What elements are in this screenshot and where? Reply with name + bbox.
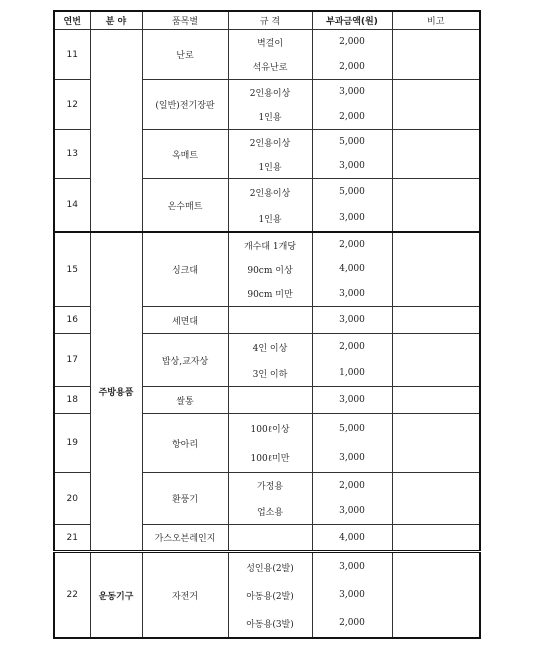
note-cell — [392, 307, 480, 334]
row-number: 18 — [54, 387, 90, 414]
note-cell — [392, 80, 480, 130]
fee-value: 3,000 — [339, 213, 365, 223]
spec-value: 아동용(3발) — [246, 619, 294, 630]
note-cell — [392, 473, 480, 525]
row-number: 16 — [54, 307, 90, 334]
fee-table — [53, 10, 481, 639]
spec-value: 아동용(2발) — [246, 591, 294, 602]
row-number: 21 — [54, 525, 90, 552]
fee-value: 3,000 — [339, 288, 365, 299]
spec-value: 4인 이상 — [252, 343, 288, 354]
category-cell: 운동기구 — [90, 552, 142, 639]
item-name: 밥상,교자상 — [142, 334, 228, 387]
fee-value: 2,000 — [339, 111, 365, 122]
item-name: 싱크대 — [142, 232, 228, 307]
spec-value: 성인용(2발) — [246, 563, 294, 574]
item-name: 항아리 — [142, 414, 228, 473]
fee-value: 3,000 — [312, 307, 392, 334]
category-cell: 주방용품 — [90, 232, 142, 552]
item-name: 온수매트 — [142, 179, 228, 233]
note-cell — [392, 30, 480, 80]
spec-value: 벽걸이 — [256, 38, 284, 49]
row-number: 15 — [54, 232, 90, 307]
table-row — [54, 232, 480, 307]
table-row — [54, 552, 480, 639]
item-name: 자전거 — [142, 552, 228, 639]
spec-value: 업소용 — [256, 507, 284, 518]
spec-value — [228, 387, 312, 414]
fee-value: 2,000 — [339, 61, 365, 72]
spec-value: 2인용이상 — [249, 138, 291, 149]
fee-value: 3,000 — [339, 161, 365, 171]
header-item: 품목별 — [142, 11, 228, 30]
row-number: 20 — [54, 473, 90, 525]
item-name: 난로 — [142, 30, 228, 80]
row-number: 22 — [54, 552, 90, 639]
row-number: 14 — [54, 179, 90, 233]
item-name: 세면대 — [142, 307, 228, 334]
fee-value: 3,000 — [312, 387, 392, 414]
spec-value: 90cm 이상 — [247, 265, 293, 276]
fee-value: 3,000 — [339, 506, 365, 517]
spec-value: 100ℓ미만 — [250, 454, 290, 464]
category-cell — [90, 30, 142, 233]
spec-value: 2인용이상 — [249, 88, 291, 99]
header-row — [54, 11, 480, 30]
note-cell — [392, 334, 480, 387]
item-name: 옥매트 — [142, 130, 228, 179]
row-number: 19 — [54, 414, 90, 473]
fee-value: 1,000 — [339, 368, 365, 378]
table-row — [54, 30, 480, 80]
header-no: 연번 — [54, 11, 90, 30]
note-cell — [392, 179, 480, 233]
fee-value: 5,000 — [339, 137, 365, 147]
header-spec: 규 격 — [228, 11, 312, 30]
note-cell — [392, 130, 480, 179]
fee-value: 3,000 — [339, 87, 365, 98]
fee-value: 3,000 — [339, 452, 365, 463]
fee-value: 2,000 — [339, 618, 365, 628]
row-number: 17 — [54, 334, 90, 387]
spec-value — [228, 307, 312, 334]
spec-value: 가정용 — [256, 482, 284, 493]
fee-value: 5,000 — [339, 187, 365, 197]
spec-value: 90cm 미만 — [247, 290, 293, 301]
item-name: 가스오븐레인지 — [142, 525, 228, 552]
note-cell — [392, 552, 480, 639]
row-number: 13 — [54, 130, 90, 179]
spec-value: 석유난로 — [252, 63, 288, 74]
note-cell — [392, 387, 480, 414]
fee-value: 4,000 — [312, 525, 392, 552]
row-number: 11 — [54, 30, 90, 80]
fee-value: 3,000 — [339, 562, 365, 572]
spec-value: 3인 이하 — [252, 369, 288, 380]
note-cell — [392, 525, 480, 552]
header-category: 분 야 — [90, 11, 142, 30]
item-name: (일반)전기장판 — [142, 80, 228, 130]
spec-value — [228, 525, 312, 552]
fee-value: 2,000 — [339, 342, 365, 352]
note-cell — [392, 232, 480, 307]
fee-value: 2,000 — [339, 240, 365, 251]
fee-value: 4,000 — [339, 264, 365, 275]
spec-value: 1인용 — [258, 214, 282, 225]
fee-value: 2,000 — [339, 480, 365, 491]
fee-value: 3,000 — [339, 590, 365, 600]
header-fee: 부과금액(원) — [312, 11, 392, 30]
spec-value: 100ℓ이상 — [250, 425, 290, 435]
spec-value: 1인용 — [258, 113, 282, 124]
spec-value: 개수대 1개당 — [243, 241, 297, 252]
header-note: 비고 — [392, 11, 480, 30]
fee-value: 2,000 — [339, 37, 365, 48]
row-number: 12 — [54, 80, 90, 130]
item-name: 쌀통 — [142, 387, 228, 414]
spec-value: 2인용이상 — [249, 188, 291, 199]
note-cell — [392, 414, 480, 473]
spec-value: 1인용 — [258, 162, 282, 173]
item-name: 환풍기 — [142, 473, 228, 525]
fee-value: 5,000 — [339, 423, 365, 434]
